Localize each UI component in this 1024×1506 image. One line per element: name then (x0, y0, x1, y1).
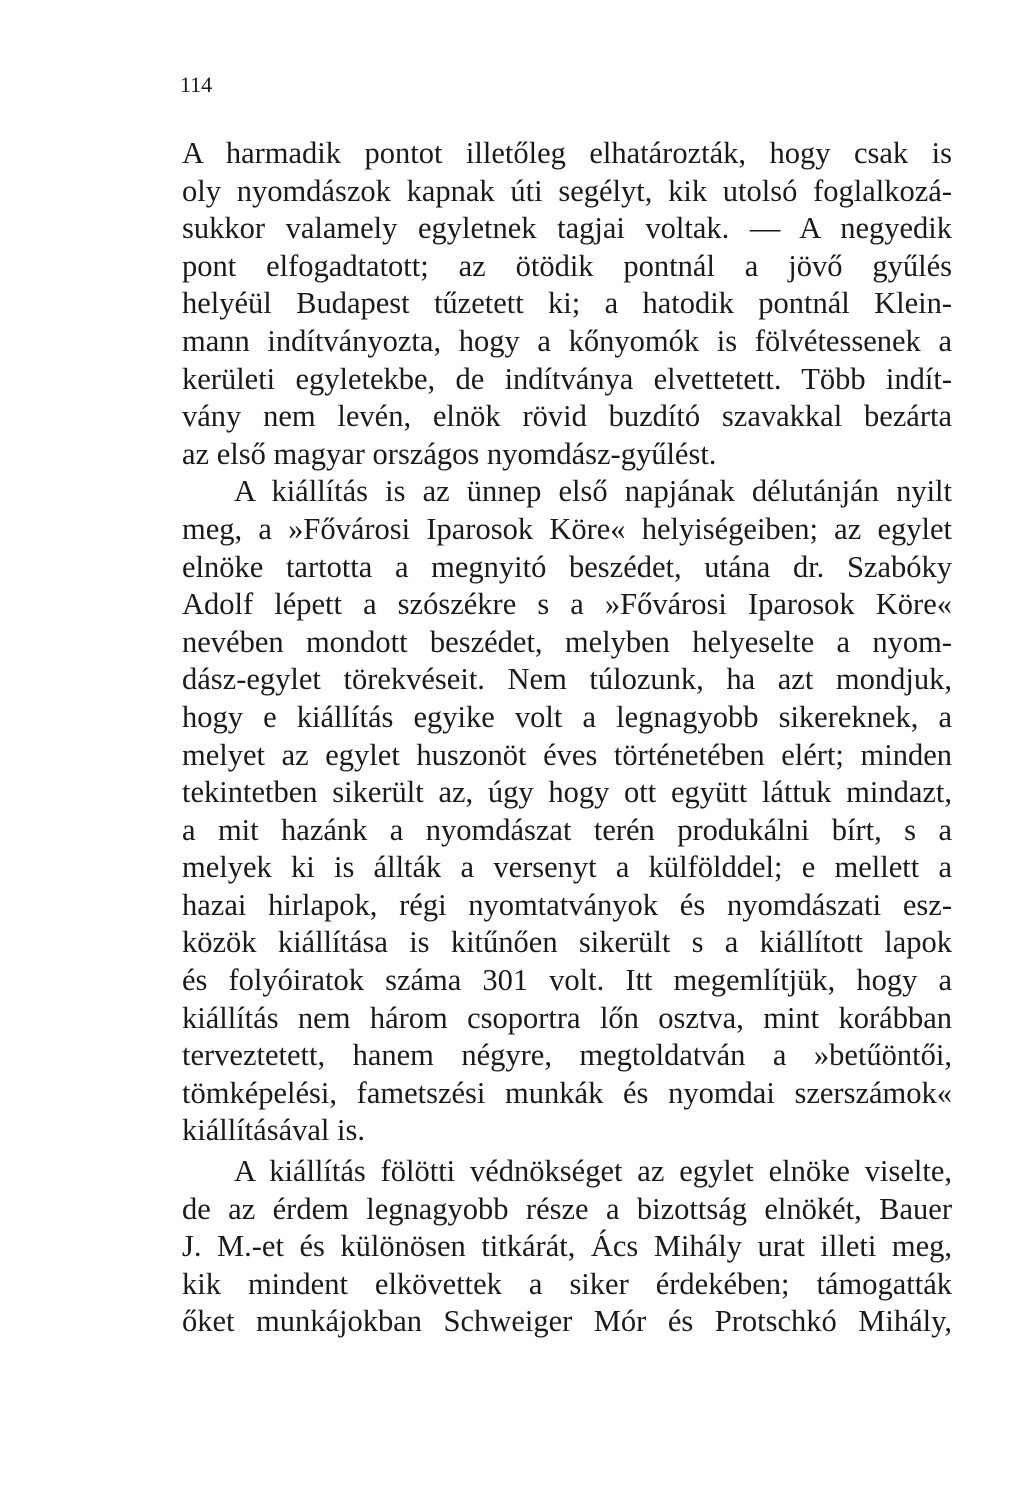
text-line: pont elfogadtatott; az ötödik pontnál a jövő gyűlés (182, 248, 952, 283)
paragraph-2 (182, 473, 952, 1150)
text-line: helyéül Budapest tűzetett ki; a hatodik pontnál Klein- (182, 286, 952, 321)
text-line: mann indítványozta, hogy a kőnyomók is fölvétessenek a (182, 323, 952, 358)
paragraph-1 (182, 135, 952, 473)
text-line: kik mindent elkövettek a siker érdekében; támogatták (182, 1266, 952, 1301)
text-line: hazai hirlapok, régi nyomtatványok és nyomdászati esz- (182, 887, 952, 922)
text-line: közök kiállítása is kitűnően sikerült s a kiállított lapok (182, 925, 952, 960)
text-line: A kiállítás is az ünnep első napjának délutánján nyilt (234, 474, 952, 509)
text-line: kerületi egyletekbe, de indítványa elvettetett. Több indít- (182, 361, 952, 396)
text-line: kiállítás nem három csoportra lőn osztva, mint korábban (182, 1000, 952, 1035)
text-line: őket munkájokban Schweiger Mór és Protschkó Mihály, (182, 1304, 952, 1339)
text-line: J. M.-et és különösen titkárát, Ács Mihály urat illeti meg, (182, 1229, 952, 1264)
text-line: terveztetett, hanem négyre, megtoldatván a »betűöntői, (182, 1038, 952, 1073)
text-line: hogy e kiállítás egyike volt a legnagyobb sikereknek, a (182, 699, 952, 734)
text-line: és folyóiratok száma 301 volt. Itt megemlítjük, hogy a (182, 963, 952, 998)
text-line: kiállításával is. (182, 1113, 365, 1148)
paragraph-3 (182, 1153, 952, 1341)
text-line: melyet az egylet huszonöt éves történetében elért; minden (182, 737, 952, 772)
text-line: vány nem levén, elnök rövid buzdító szavakkal bezárta (182, 399, 952, 434)
text-line: az első magyar országos nyomdász-gyűlést. (182, 436, 717, 471)
text-line: de az érdem legnagyobb része a bizottság elnökét, Bauer (182, 1191, 952, 1226)
text-line: sukkor valamely egyletnek tagjai voltak. — A negyedik (182, 211, 952, 246)
text-line: Adolf lépett a szószékre s a »Fővárosi Iparosok Köre« (182, 587, 952, 622)
text-line: tömképelési, fametszési munkák és nyomdai szerszámok« (182, 1075, 952, 1110)
text-line: elnöke tartotta a megnyitó beszédet, utána dr. Szabóky (182, 549, 952, 584)
text-line: melyek ki is állták a versenyt a külfölddel; e mellett a (182, 850, 952, 885)
text-line: meg, a »Fővárosi Iparosok Köre« helyiségeiben; az egylet (182, 511, 952, 546)
text-line: nevében mondott beszédet, melyben helyeselte a nyom- (182, 624, 952, 659)
page-number: 114 (180, 72, 213, 97)
text-line: dász-egylet törekvéseit. Nem túlozunk, ha azt mondjuk, (182, 662, 952, 697)
body-text (182, 135, 952, 1341)
text-line: tekintetben sikerült az, úgy hogy ott együtt láttuk mindazt, (182, 775, 952, 810)
text-line: oly nyomdászok kapnak úti segélyt, kik utolsó foglalkozá- (182, 173, 952, 208)
text-line: A harmadik pontot illetőleg elhatározták, hogy csak is (182, 136, 952, 170)
text-line: A kiállítás fölötti védnökséget az egylet elnöke viselte, (234, 1154, 952, 1189)
text-line: a mit hazánk a nyomdászat terén produkálni bírt, s a (182, 812, 952, 847)
